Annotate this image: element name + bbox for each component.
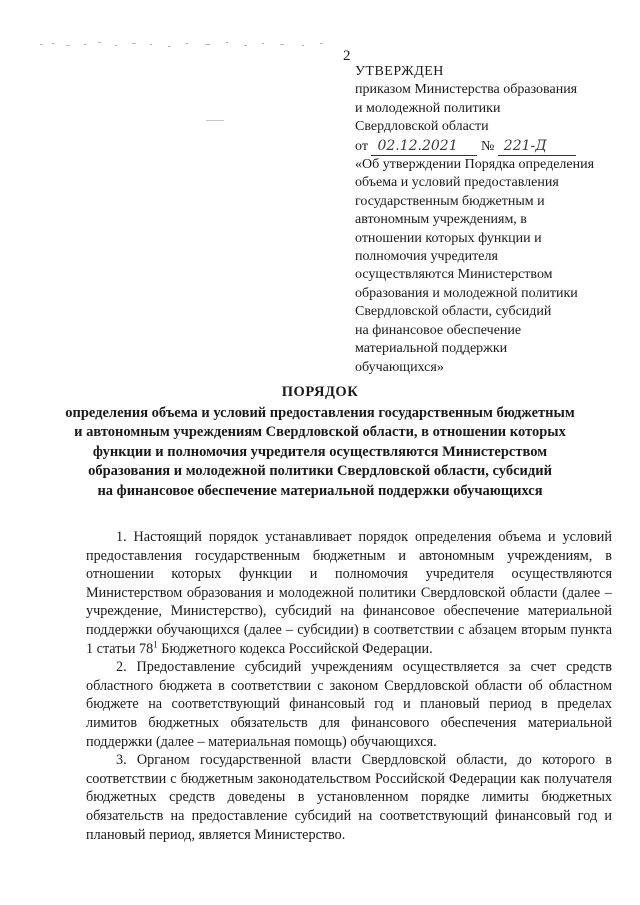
heading-line: функции и полномочия учредителя осуществляются Министерством — [92, 443, 548, 460]
handwritten-number: 221-Д — [498, 137, 576, 156]
approval-title: УТВЕРЖДЕН — [355, 64, 444, 79]
paragraph-2: 2. Предоставление субсидий учреждениям осуществляется за счет средств областного бюджета в соответствии с законом Свердловской области об областном бюджете на соответствующий финансовый год и плановый период в пределах лимитов бюджетных обязательств для финансового обеспечения материальной поддержки (далее – материальная помощь) обучающихся. — [86, 659, 612, 750]
heading-line: и автономным учреждениям Свердловской области, в отношении которых — [74, 424, 566, 440]
subject-line: осуществляются Министерством — [355, 267, 553, 283]
subject-line: отношении которых функции и — [355, 230, 542, 246]
approval-subject — [355, 156, 630, 377]
body-text — [86, 528, 612, 844]
subject-line: автономным учреждениям, в — [355, 212, 527, 228]
approval-line-2: и молодежной политики — [355, 100, 501, 116]
document-heading — [40, 383, 600, 501]
subject-line: полномочия учредителя — [355, 249, 498, 265]
number-label: № — [480, 138, 495, 154]
approval-line-1: приказом Министерства образования — [355, 82, 578, 98]
scan-noise-artifact — [40, 38, 340, 52]
subject-line: обучающихся» — [355, 359, 444, 375]
subject-line: образования и молодежной политики — [355, 285, 578, 301]
heading-title: ПОРЯДОК — [281, 384, 359, 400]
heading-line: образования и молодежной политики Свердловской области, субсидий — [88, 463, 552, 479]
heading-line: определения объема и условий предоставления государственным бюджетным — [65, 404, 575, 421]
paragraph-3: 3. Органом государственной власти Свердловской области, до которого в соответствии с бюджетным законодательством Российской Федерации как получателя бюджетных средств доведены в установленном порядке лимиты бюджетных обязательств на предоставление субсидий на соответствующий финансовый год и плановый период, является Министерство. — [86, 752, 612, 843]
scan-mark — [206, 120, 224, 122]
approval-line-3: Свердловской области — [355, 119, 489, 135]
page-number: 2 — [343, 48, 351, 64]
paragraph-1: 1. Настоящий порядок устанавливает порядок определения объема и условий предоставления государственным бюджетным и автономным учреждениям, в отношении которых функции и полномочия учредителя осуществляются Министерством образования и молодежной политики Свердловской области (далее – учреждение, Министерство), субсидий на финансовое обеспечение материальной поддержки обучающихся (далее – субсидии) в соответствии с абзацем вторым пункта 1 статьи $78^1$ Бюджетного кодекса Российской Федерации. — [86, 529, 612, 657]
subject-line: государственным бюджетным и — [355, 193, 545, 209]
article-superscript: 1 — [153, 638, 158, 649]
subject-line: Свердловской области, субсидий — [355, 304, 552, 320]
approval-block — [355, 63, 630, 377]
subject-line: на финансовое обеспечение — [355, 322, 522, 338]
subject-line: «Об утверждении Порядка определения — [355, 157, 595, 173]
approval-date-number-line — [355, 137, 630, 156]
subject-line: материальной поддержки — [355, 341, 508, 357]
from-label: от — [355, 138, 368, 154]
subject-line: объема и условий предоставления — [355, 175, 559, 191]
handwritten-date: 02.12.2021 — [371, 137, 477, 156]
heading-line: на финансовое обеспечение материальной поддержки обучающихся — [97, 482, 543, 499]
